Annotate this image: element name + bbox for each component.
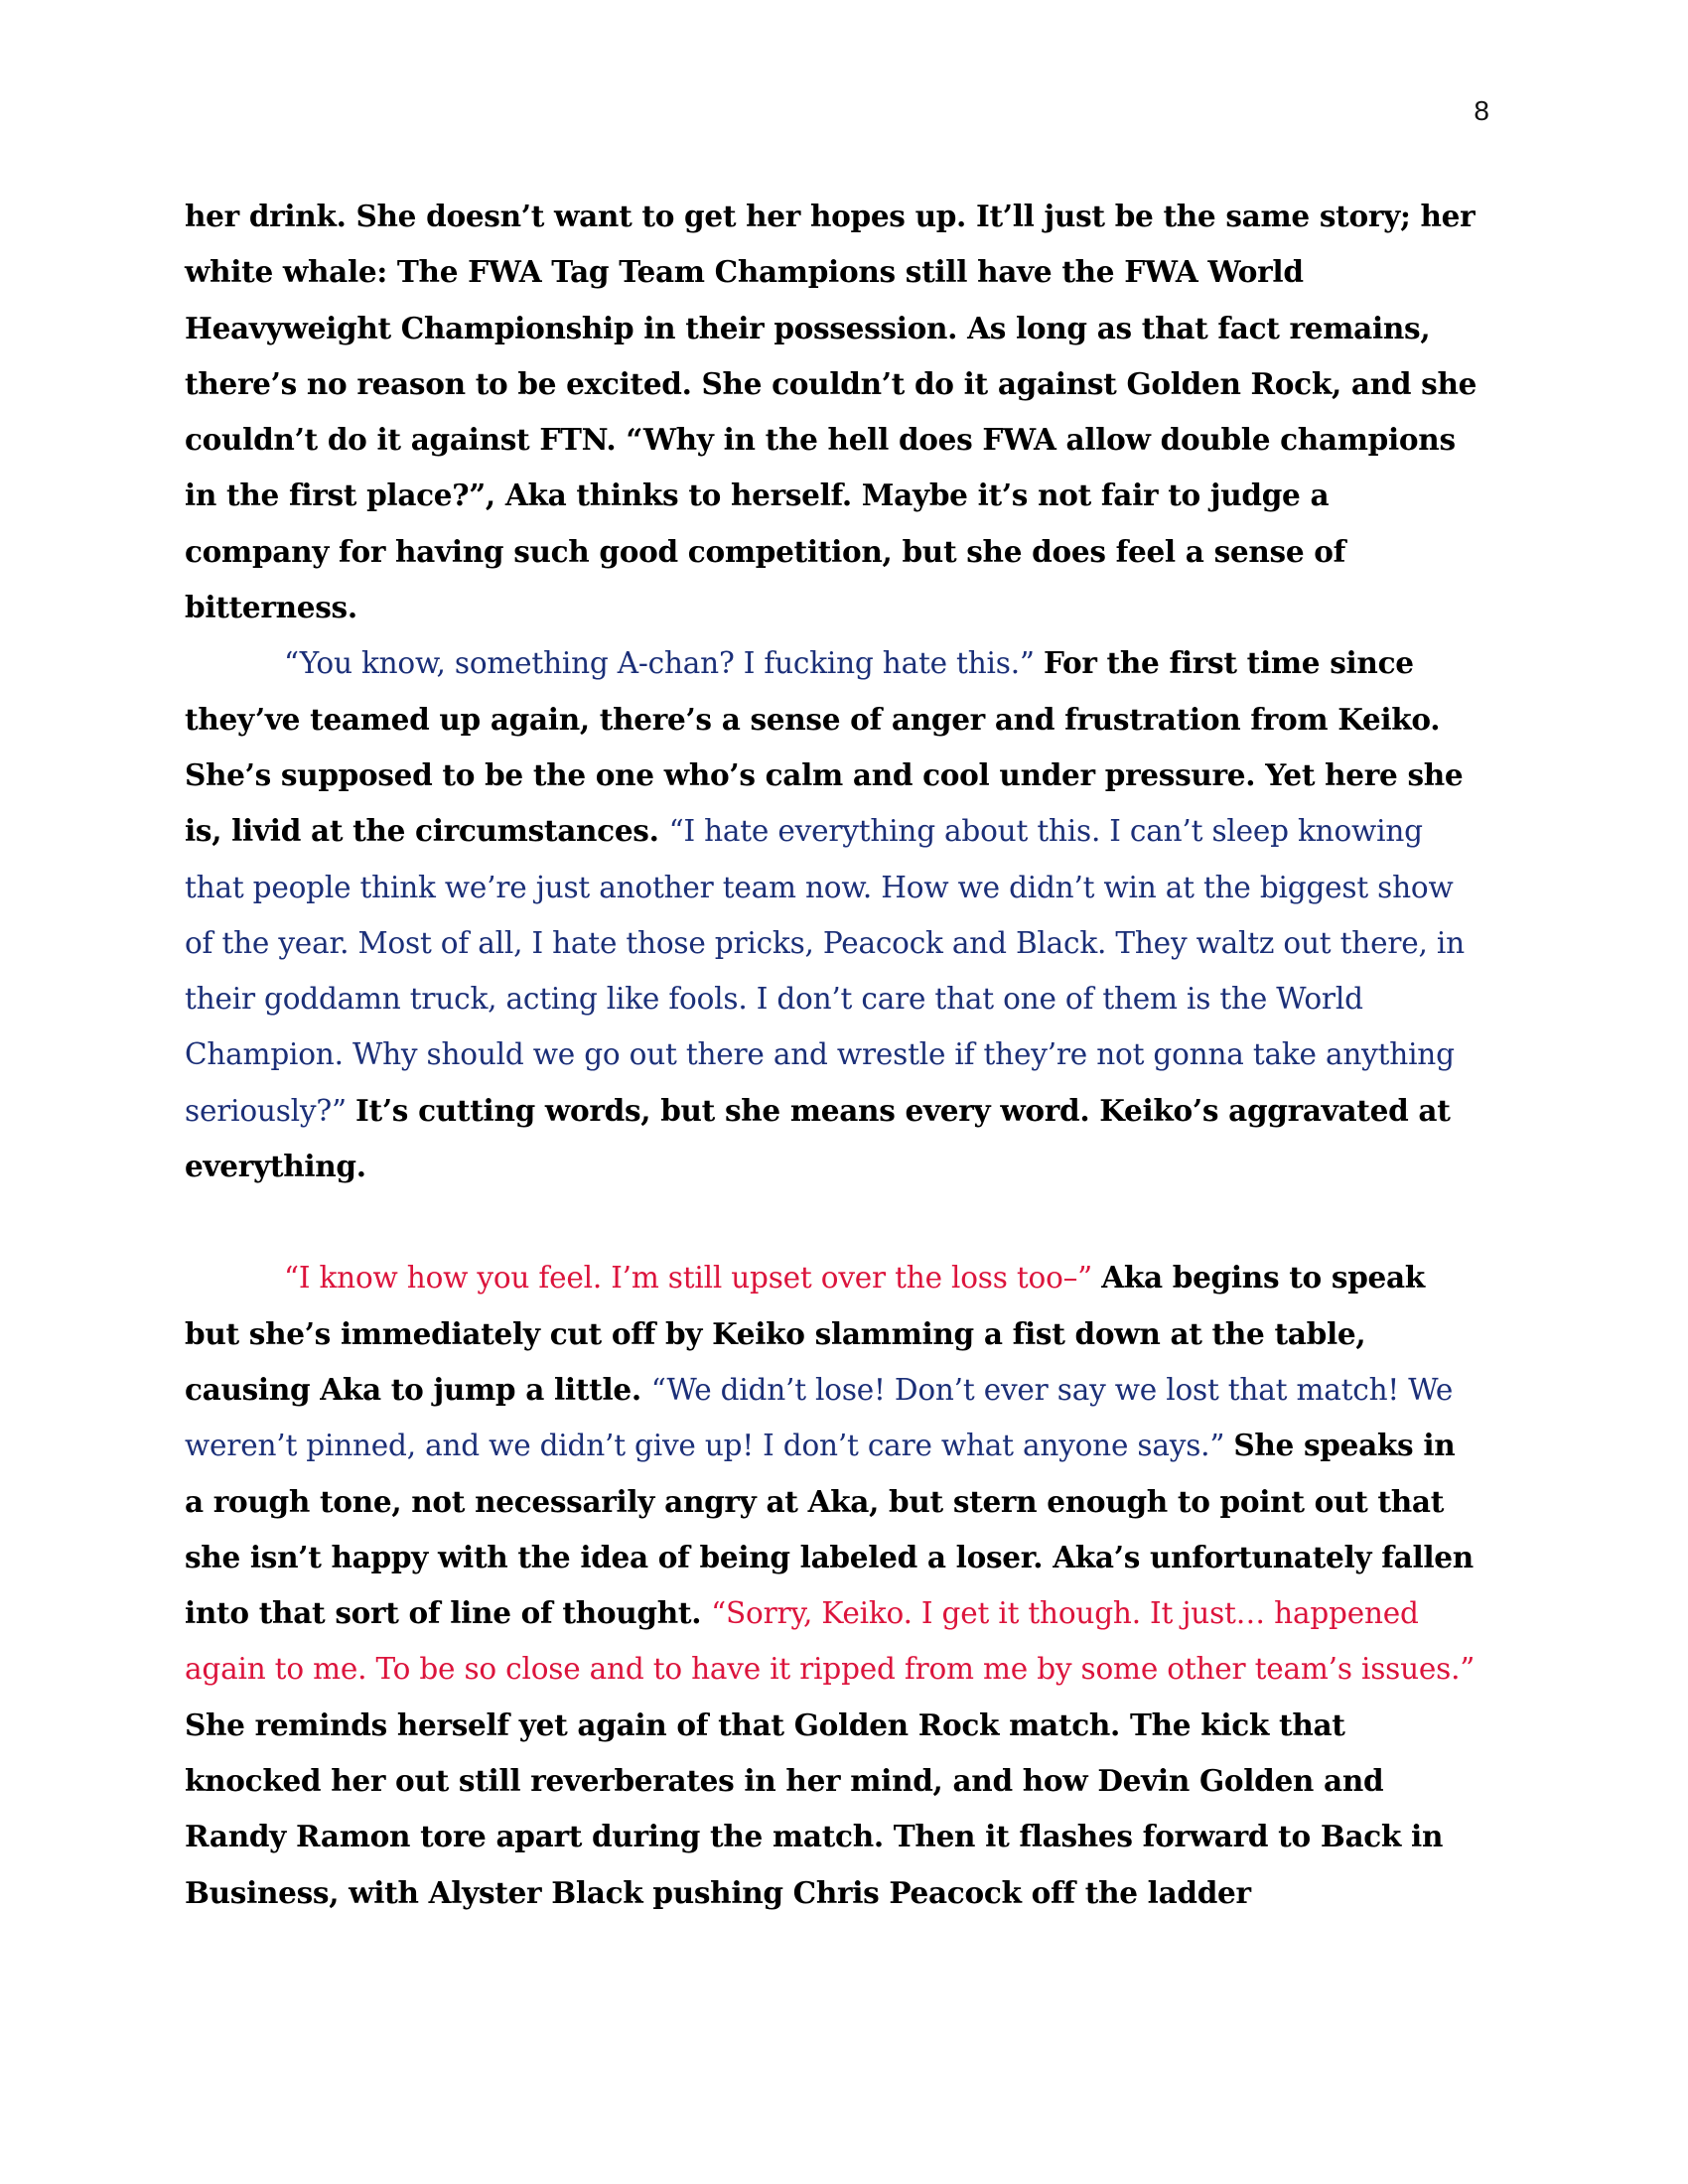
keiko-dialogue: “You know, something A-chan? I fucking hate this.” [284,646,1044,681]
narration-text: It’s cutting words, but she means every word. Keiko’s aggravated at everything. [185,1092,1451,1184]
paragraph [185,1250,1477,1921]
narration-text: She reminds herself yet again of that Golden Rock match. The kick that knocked her out still reverberates in her mind, and how Devin Golden and Randy Ramon tore apart during the match. Then it flashes forward to Back in Business, with Alyster Black pushing Chris Peacock off the ladder [185,1706,1444,1910]
narration-text: For the first time since they’ve teamed up again, there’s a sense of anger and frustration from Keiko. She’s supposed to be the one who’s calm and cool under pressure. Yet here she is, livid at the circumstances. [185,645,1464,849]
paragraph [185,189,1477,635]
narration-text: her drink. She doesn’t want to get her hopes up. It’ll just be the same story; her white whale: The FWA Tag Team Champions still have the FWA World Heavyweight Championship in their possession. As long as that fact remains, there’s no reason to be excited. She couldn’t do it against Golden Rock, and she couldn’t do it against FTN. “Why in the hell does FWA allow double champions in the first place?”, Aka thinks to herself. Maybe it’s not fair to judge a company for having such good competition, but she does feel a sense of bitterness. [185,199,1477,625]
aka-dialogue: “Sorry, Keiko. I get it though. It just… happened again to me. To be so close and to have it ripped from me by some other team’s issues.” [185,1596,1476,1687]
keiko-dialogue: “I hate everything about this. I can’t sleep knowing that people think we’re just another team now. How we didn’t win at the biggest show of the year. Most of all, I hate those pricks, Peacock and Black. They waltz out there, in their goddamn truck, acting like fools. I don’t care that one of them is the World Champion. Why should we go out there and wrestle if they’re not gonna take anything seriously?” [185,814,1465,1128]
narration-text: Aka begins to speak but she’s immediately cut off by Keiko slamming a fist down at the table, causing Aka to jump a little. [185,1260,1425,1407]
paragraph [185,635,1477,1194]
page-number: 8 [1474,95,1489,126]
narration-text: She speaks in a rough tone, not necessarily angry at Aka, but stern enough to point out that she isn’t happy with the idea of being labeled a loser. Aka’s unfortunately fallen into that sort of line of thought. [185,1428,1474,1631]
document-body [185,189,1477,1921]
aka-dialogue: “I know how you feel. I’m still upset over the loss too–” [284,1261,1102,1296]
keiko-dialogue: “We didn’t lose! Don’t ever say we lost that match! We weren’t pinned, and we didn’t give up! I don’t care what anyone says.” [185,1372,1454,1463]
